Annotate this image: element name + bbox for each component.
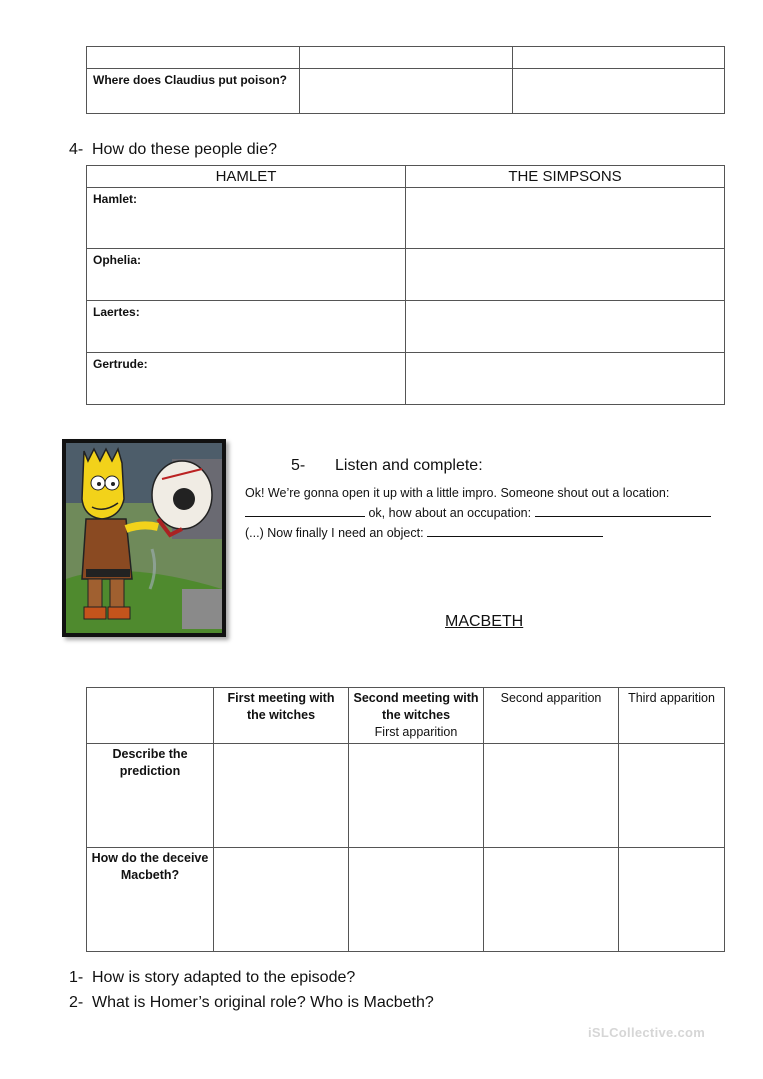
column-header-simpsons: THE SIMPSONS	[406, 166, 725, 188]
column-header-second-apparition: Second apparition	[484, 688, 619, 744]
row-label-deceive: How do the deceive Macbeth?	[87, 848, 214, 952]
answer-cell	[484, 744, 619, 848]
answer-cell	[349, 744, 484, 848]
answer-cell	[513, 69, 725, 114]
transcript-line-1: Ok! We’re gonna open it up with a little impro. Someone shout out a location:	[245, 486, 670, 500]
question-text: What is Homer’s original role? Who is Macbeth?	[92, 994, 434, 1011]
bart-simpson-illustration-icon	[62, 439, 226, 637]
macbeth-table	[86, 687, 725, 952]
question-text: How is story adapted to the episode?	[92, 969, 356, 986]
blank-line[interactable]	[245, 504, 365, 517]
answer-cell	[406, 353, 725, 405]
answer-cell	[406, 188, 725, 249]
claudius-table	[86, 46, 725, 114]
final-question-1	[69, 969, 355, 987]
question-5-title	[291, 457, 483, 475]
column-header-third-apparition: Third apparition	[619, 688, 725, 744]
table-cell	[513, 47, 725, 69]
question-number: 4-	[69, 141, 84, 158]
transcript-text: ok, how about an occupation:	[368, 506, 532, 520]
blank-line[interactable]	[427, 524, 603, 537]
row-label-laertes: Laertes:	[87, 301, 406, 353]
question-number: 1-	[69, 969, 84, 986]
answer-cell	[619, 848, 725, 952]
row-label-gertrude: Gertrude:	[87, 353, 406, 405]
answer-cell	[484, 848, 619, 952]
column-header-second-meeting: Second meeting with the witches First apparition	[349, 688, 484, 744]
blank-line[interactable]	[535, 504, 711, 517]
macbeth-title: MACBETH	[445, 613, 524, 630]
row-label-ophelia: Ophelia:	[87, 249, 406, 301]
answer-cell	[406, 249, 725, 301]
question-text: Listen and complete:	[335, 457, 483, 474]
column-header-hamlet: HAMLET	[87, 166, 406, 188]
row-label-hamlet: Hamlet:	[87, 188, 406, 249]
answer-cell	[214, 848, 349, 952]
answer-cell	[214, 744, 349, 848]
listen-complete-text	[245, 483, 725, 543]
transcript-line-3	[245, 523, 725, 543]
row-label-prediction: Describe the prediction	[87, 744, 214, 848]
question-4	[69, 141, 277, 159]
question-text: How do these people die?	[92, 141, 278, 158]
final-question-2	[69, 994, 434, 1012]
deaths-table	[86, 165, 725, 405]
column-subheader: First apparition	[374, 725, 458, 739]
question-number: 2-	[69, 994, 84, 1011]
question-number: 5-	[291, 457, 306, 474]
table-cell	[87, 47, 300, 69]
column-header-first-meeting: First meeting with the witches	[214, 688, 349, 744]
table-corner-cell	[87, 688, 214, 744]
claudius-question-cell	[87, 69, 300, 114]
bart-skull-image	[62, 439, 226, 637]
table-cell	[300, 47, 513, 69]
transcript-line-2	[245, 503, 725, 523]
claudius-question-label: Where does Claudius put poison?	[93, 73, 288, 87]
transcript-text: (...) Now finally I need an object:	[245, 526, 424, 540]
answer-cell	[619, 744, 725, 848]
answer-cell	[349, 848, 484, 952]
answer-cell	[300, 69, 513, 114]
answer-cell	[406, 301, 725, 353]
watermark: iSLCollective.com	[588, 1025, 706, 1040]
